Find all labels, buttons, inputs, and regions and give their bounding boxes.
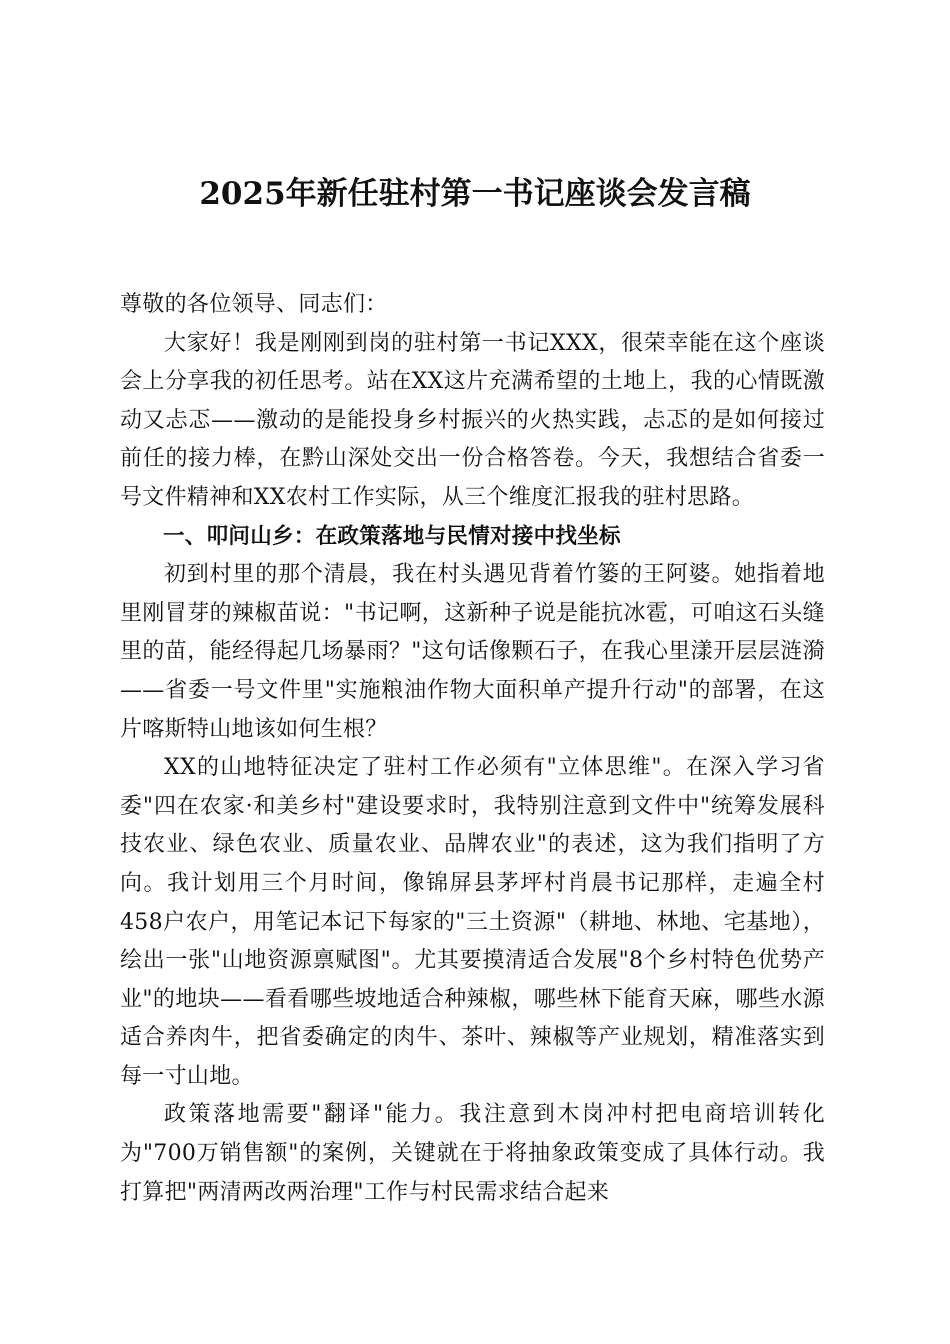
section-heading: 一、叩问山乡：在政策落地与民情对接中找坐标: [163, 523, 621, 549]
body-paragraph: 政策落地需要"翻译"能力。我注意到木岗冲村把电商培训转化为"700万销售额"的案例，关键就在于将抽象政策变成了具体行动。我打算把"两清两改两治理"工作与村民需求结合起来: [120, 1102, 825, 1205]
salutation: 尊敬的各位领导、同志们：: [120, 292, 388, 317]
body-paragraph: 初到村里的那个清晨，我在村头遇见背着竹篓的王阿婆。她指着地里刚冒芽的辣椒苗说："书记啊，这新种子说是能抗冰雹，可咱这石头缝里的苗，能经得起几场暴雨？"这句话像颗石子，在我心里漾开层层涟漪——省委一号文件里"实施粮油作物大面积单产提升行动"的部署，在这片喀斯特山地该如何生根？: [120, 562, 825, 742]
document-title: 2025年新任驻村第一书记座谈会发言稿: [199, 176, 751, 212]
body-paragraph: XX的山地特征决定了驻村工作必须有"立体思维"。在深入学习省委"四在农家·和美乡村"建设要求时，我特别注意到文件中"统筹发展科技农业、绿色农业、质量农业、品牌农业"的表述，这为我们指明了方向。我计划用三个月时间，像锦屏县茅坪村肖晨书记那样，走遍全村458户农户，用笔记本记下每家的"三土资源"（耕地、林地、宅基地），绘出一张"山地资源禀赋图"。尤其要摸清适合发展"8个乡村特色优势产业"的地块——看看哪些坡地适合种辣椒，哪些林下能育天麻，哪些水源适合养肉牛，把省委确定的肉牛、茶叶、辣椒等产业规划，精准落实到每一寸山地。: [120, 755, 825, 1089]
intro-paragraph: 大家好！我是刚刚到岗的驻村第一书记XXX，很荣幸能在这个座谈会上分享我的初任思考。站在XX这片充满希望的土地上，我的心情既激动又忐忑——激动的是能投身乡村振兴的火热实践，忐忑的是如何接过前任的接力棒，在黔山深处交出一份合格答卷。今天，我想结合省委一号文件精神和XX农村工作实际，从三个维度汇报我的驻村思路。: [120, 330, 825, 510]
document-body: [120, 286, 825, 1212]
